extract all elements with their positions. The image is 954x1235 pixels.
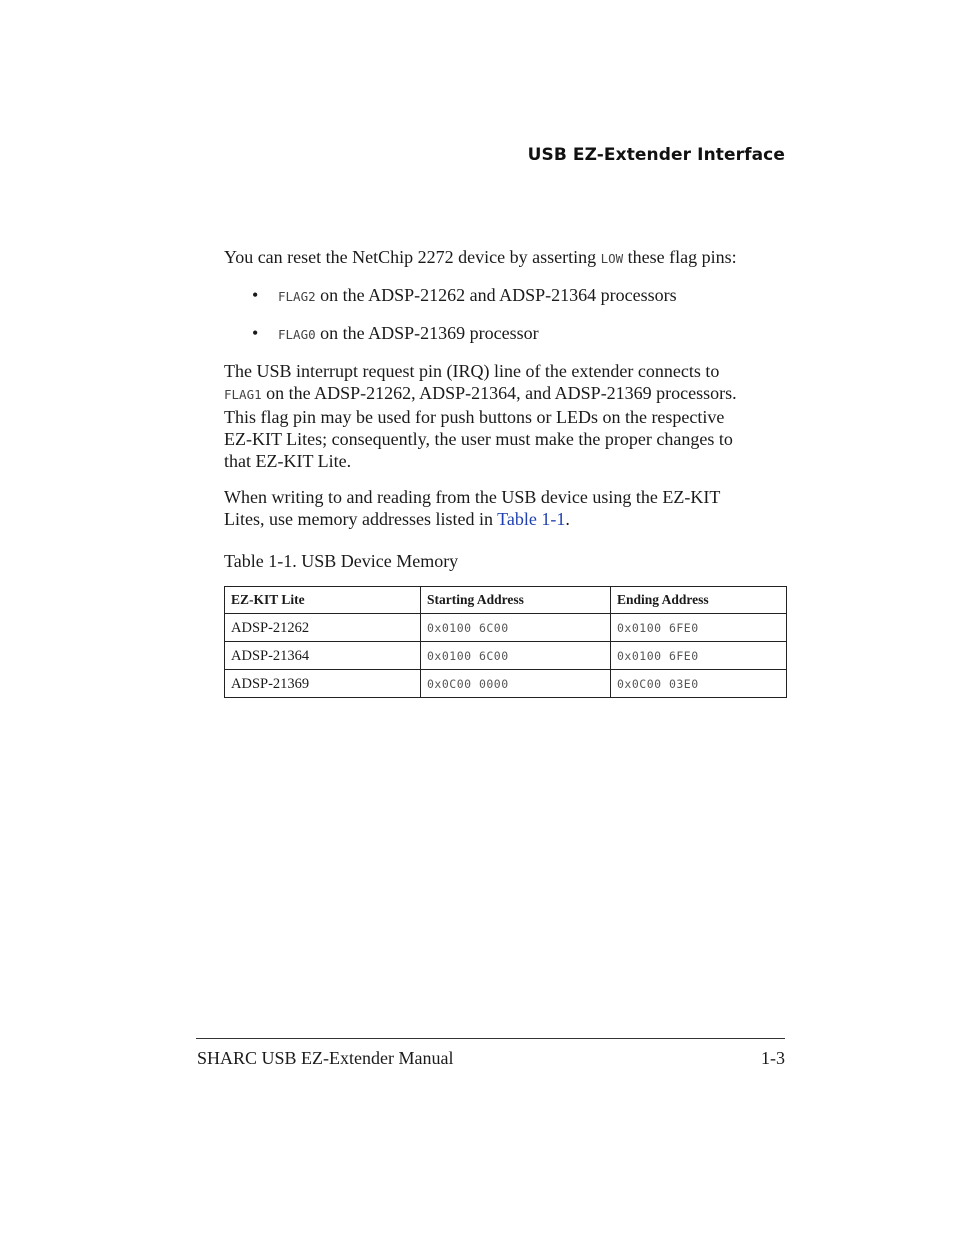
bullet-item-flag0: • FLAG0 on the ADSP-21369 processor (252, 323, 539, 343)
footer-divider (196, 1038, 785, 1039)
cell-end-address: 0x0100 6FE0 (611, 614, 787, 642)
table-row (225, 642, 787, 670)
running-header-title: USB EZ-Extender Interface (527, 145, 785, 165)
irq-paragraph: The USB interrupt request pin (IRQ) line of the extender connects to FLAG1 on the ADSP-21262, ADSP-21364, and ADSP-21369 processors. This flag pin may be used for push buttons or LEDs on the respective EZ-KIT Lites; consequently, the user must make the proper changes to that EZ-KIT Lite. (224, 361, 737, 471)
reset-paragraph: You can reset the NetChip 2272 device by asserting LOW these flag pins: (224, 247, 737, 267)
table-1-1-link[interactable]: Table 1-1 (497, 509, 566, 529)
cell-start-address: 0x0100 6C00 (421, 614, 611, 642)
footer-page-number: 1-3 (761, 1048, 785, 1068)
table-row (225, 670, 787, 698)
bullet-item-flag2: • FLAG2 on the ADSP-21262 and ADSP-21364 processors (252, 285, 677, 305)
column-header-start: Starting Address (421, 587, 611, 614)
bullet-icon: • (252, 285, 259, 305)
code-flag2: FLAG2 (278, 289, 316, 304)
page-body (224, 246, 786, 698)
footer-manual-title: SHARC USB EZ-Extender Manual (197, 1048, 454, 1068)
column-header-end: Ending Address (611, 587, 787, 614)
code-flag0: FLAG0 (278, 327, 316, 342)
table-row (225, 614, 787, 642)
bullet-icon: • (252, 323, 259, 343)
column-header-ezkit: EZ-KIT Lite (225, 587, 421, 614)
cell-end-address: 0x0100 6FE0 (611, 642, 787, 670)
code-low: LOW (600, 251, 624, 266)
cell-ezkit: ADSP-21364 (225, 642, 421, 670)
cell-start-address: 0x0C00 0000 (421, 670, 611, 698)
code-flag1: FLAG1 (224, 387, 262, 402)
memory-paragraph: When writing to and reading from the USB device using the EZ-KIT Lites, use memory addresses listed in Table 1-1. (224, 487, 721, 529)
table-header-row (225, 587, 787, 614)
cell-ezkit: ADSP-21369 (225, 670, 421, 698)
cell-ezkit: ADSP-21262 (225, 614, 421, 642)
table-caption: Table 1-1. USB Device Memory (224, 551, 459, 571)
cell-start-address: 0x0100 6C00 (421, 642, 611, 670)
usb-device-memory-table (224, 586, 787, 698)
cell-end-address: 0x0C00 03E0 (611, 670, 787, 698)
